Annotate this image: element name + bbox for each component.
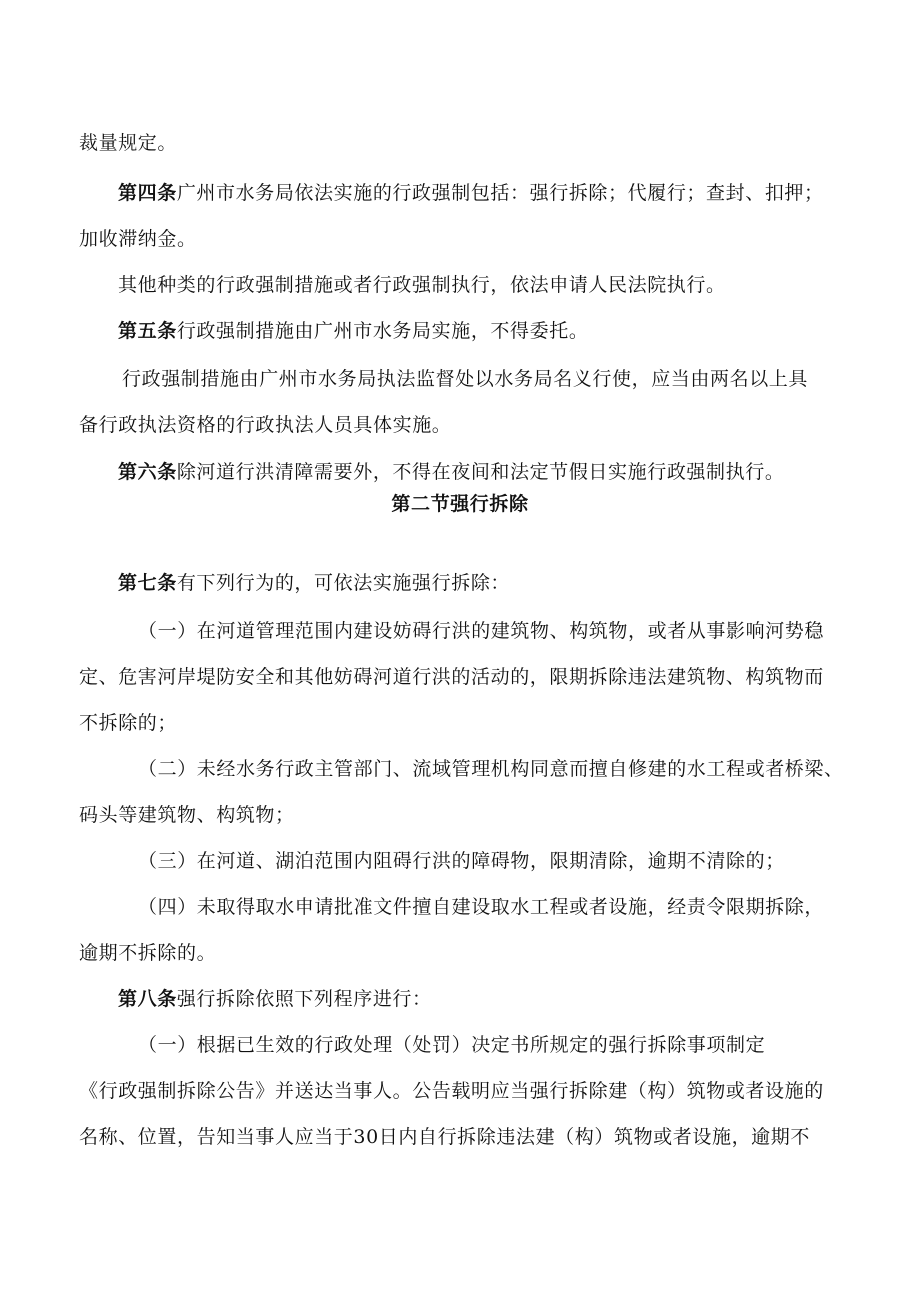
article-4 <box>118 181 824 205</box>
list-item: （一）在河道管理范围内建设妨碍行洪的建筑物、构筑物，或者从事影响河势稳 <box>138 620 825 642</box>
article-5 <box>118 319 588 343</box>
article-label: 第四条 <box>118 182 177 204</box>
paragraph-line: 不拆除的； <box>79 712 178 734</box>
article-7 <box>118 571 510 595</box>
article-label: 第六条 <box>118 461 177 483</box>
paragraph-line: 其他种类的行政强制措施或者行政强制执行，依法申请人民法院执行。 <box>118 274 726 296</box>
section-title: 第二节强行拆除 <box>391 493 529 515</box>
article-text: 强行拆除依照下列程序进行： <box>176 988 432 1010</box>
article-text: 有下列行为的，可依法实施强行拆除： <box>176 572 511 594</box>
list-item: （一）根据已生效的行政处理（处罚）决定书所规定的强行拆除事项制定 <box>138 1034 766 1056</box>
article-text: 行政强制措施由广州市水务局实施，不得委托。 <box>176 320 589 342</box>
list-item: （四）未取得取水申请批准文件擅自建设取水工程或者设施，经责令限期拆除， <box>138 896 825 918</box>
paragraph-line: 逾期不拆除的。 <box>79 942 217 964</box>
paragraph-line: 定、危害河岸堤防安全和其他妨碍河道行洪的活动的，限期拆除违法建筑物、构筑物而 <box>79 666 824 688</box>
paragraph-line: 加收滞纳金。 <box>79 228 197 250</box>
paragraph-line: 名称、位置，告知当事人应当于30日内自行拆除违法建（构）筑物或者设施，逾期不 <box>79 1126 810 1148</box>
article-6 <box>118 460 784 484</box>
article-label: 第七条 <box>118 572 177 594</box>
article-text: 广州市水务局依法实施的行政强制包括：强行拆除；代履行；查封、扣押； <box>176 182 824 204</box>
paragraph-line: 码头等建筑物、构筑物； <box>79 804 295 826</box>
list-item: （二）未经水务行政主管部门、流域管理机构同意而擅自修建的水工程或者桥梁、 <box>138 758 844 780</box>
paragraph-line: 备行政执法资格的行政执法人员具体实施。 <box>79 414 452 436</box>
paragraph-line: 《行政强制拆除公告》并送达当事人。公告载明应当强行拆除建（构）筑物或者设施的 <box>79 1080 824 1102</box>
list-item: （三）在河道、湖泊范围内阻碍行洪的障碍物，限期清除，逾期不清除的； <box>138 850 785 872</box>
article-label: 第五条 <box>118 320 177 342</box>
paragraph-line: 裁量规定。 <box>79 132 178 154</box>
paragraph-line: 行政强制措施由广州市水务局执法监督处以水务局名义行使，应当由两名以上具 <box>122 368 809 390</box>
article-8 <box>118 987 432 1011</box>
article-label: 第八条 <box>118 988 177 1010</box>
article-text: 除河道行洪清障需要外，不得在夜间和法定节假日实施行政强制执行。 <box>176 461 785 483</box>
